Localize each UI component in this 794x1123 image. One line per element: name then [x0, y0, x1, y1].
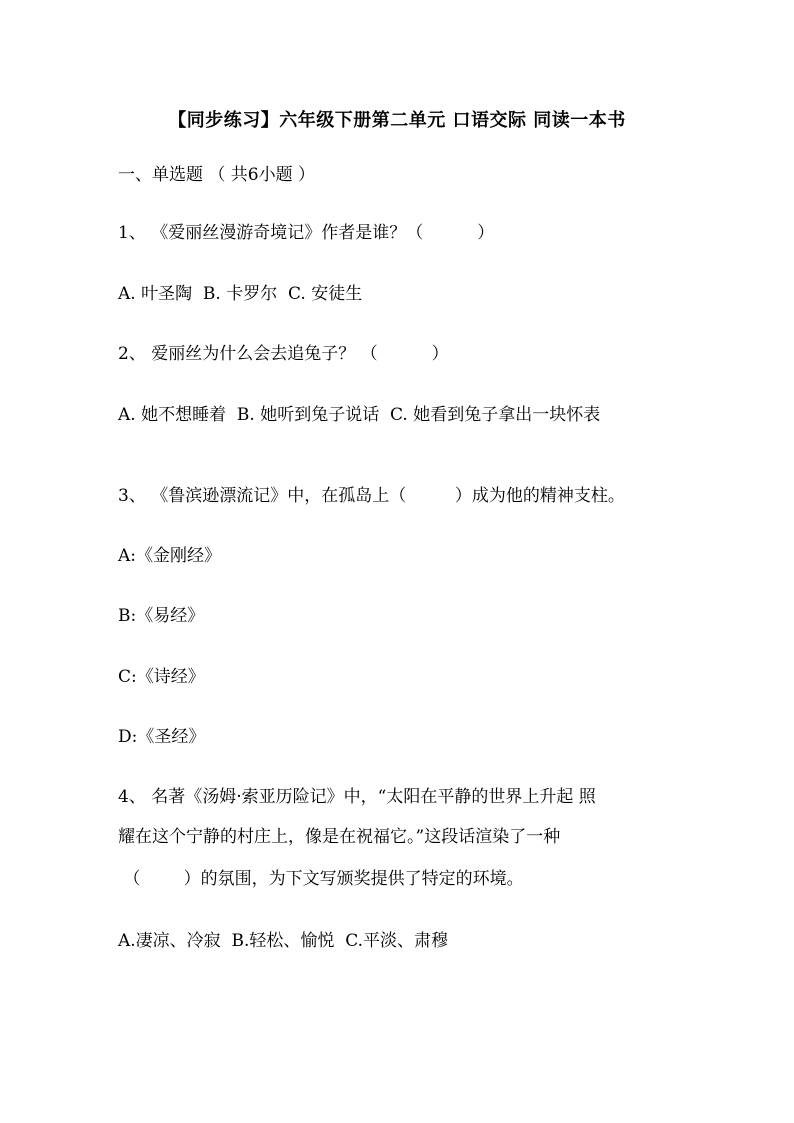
question-4-stem-line-1: 4、 名著《汤姆·索亚历险记》中，“太阳在平静的世界上升起 照 — [118, 787, 596, 807]
question-2-stem: 2、 爱丽丝为什么会去追兔子？ （ ） — [118, 344, 449, 364]
question-3-option-a: A:《金刚经》 — [118, 546, 222, 566]
question-4-stem-line-3: （ ）的氛围，为下文写颁奖提供了特定的环境。 — [118, 869, 524, 889]
section-heading: 一、单选题 （ 共6小题 ） — [118, 165, 316, 185]
question-1-stem: 1、 《爱丽丝漫游奇境记》作者是谁？（ ） — [118, 223, 495, 243]
question-3-stem: 3、 《鲁滨逊漂流记》中，在孤岛上（ ）成为他的精神支柱。 — [118, 486, 625, 506]
question-3-option-c: C:《诗经》 — [118, 667, 205, 687]
question-4-stem-line-2: 耀在这个宁静的村庄上，像是在祝福它。”这段话渲染了一种 — [118, 827, 561, 847]
question-3-option-d: D:《圣经》 — [118, 727, 206, 747]
question-4-options: A.凄凉、冷寂 B.轻松、愉悦 C.平淡、肃穆 — [118, 931, 448, 951]
question-2-options: A. 她不想睡着 B. 她听到兔子说话 C. 她看到兔子拿出一块怀表 — [118, 405, 601, 425]
question-3-option-b: B:《易经》 — [118, 606, 205, 626]
question-1-options: A. 叶圣陶 B. 卡罗尔 C. 安徒生 — [118, 284, 363, 304]
page-title: 【同步练习】六年级下册第二单元 口语交际 同读一本书 — [168, 110, 626, 131]
